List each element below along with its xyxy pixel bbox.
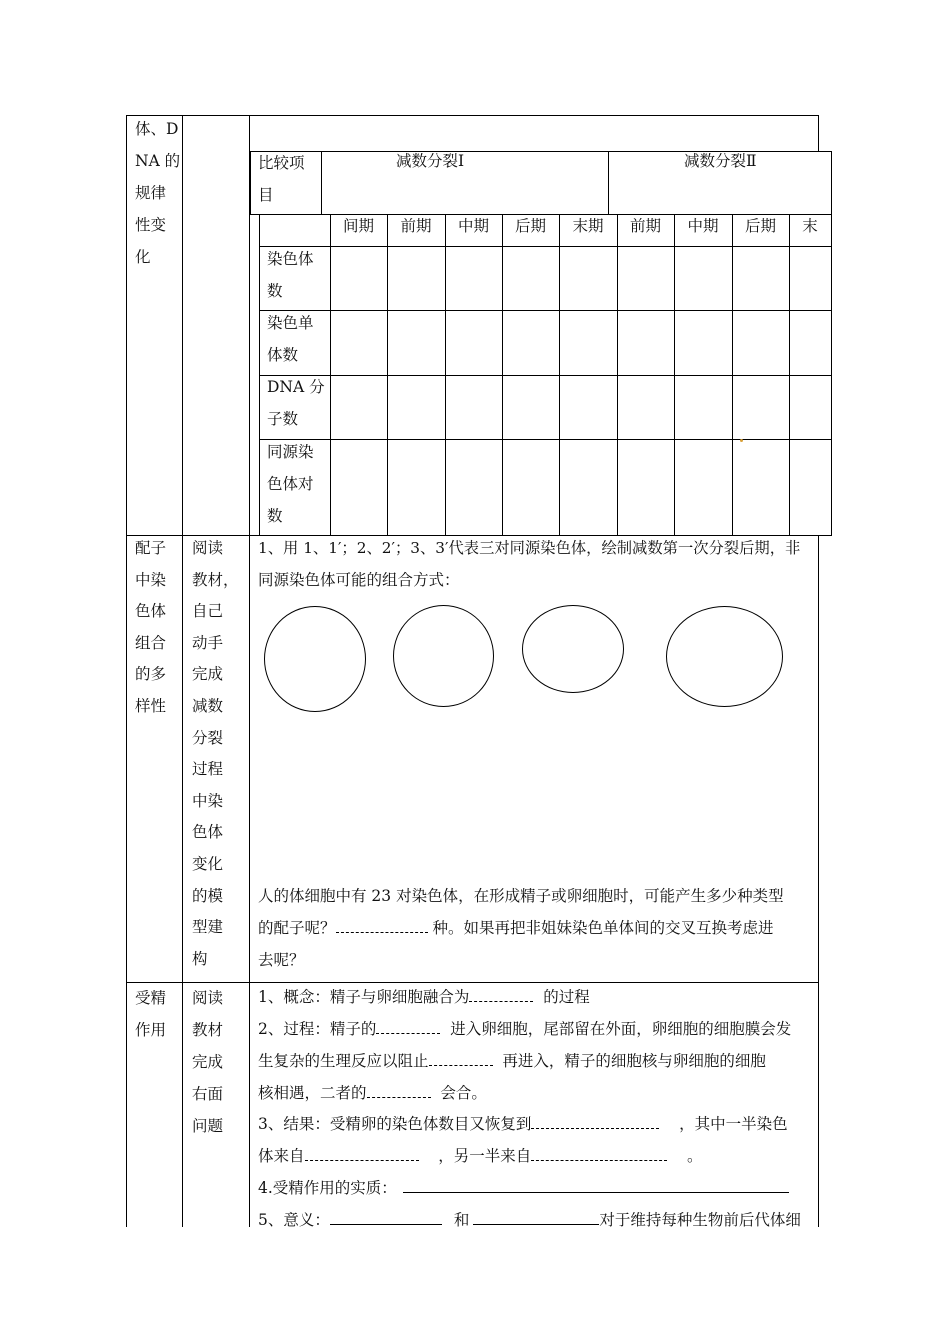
outer-top-border — [126, 115, 819, 116]
outer-left-border — [126, 115, 127, 1227]
blank-sperm-part[interactable] — [376, 1016, 440, 1034]
section2-method: 阅读 教材， 自己 动手 完成 减数 分裂 过程 中染 色体 变化 的模 型建 构 — [192, 539, 239, 968]
question-1-line-2: 同源染色体可能的组合方式： — [258, 571, 460, 589]
fertilization-result-1: 3、结果：受精卵的染色体数目又恢复到 ，其中一半染色 — [258, 1109, 788, 1141]
phase-header: 间期 — [342, 217, 374, 235]
question-2-line-3: 去呢？ — [258, 951, 305, 969]
phase-header: 末期 — [572, 217, 604, 235]
phase-header: 中期 — [687, 217, 719, 235]
meiosis-2-header: 减数分裂Ⅱ — [684, 152, 757, 170]
col2-divider — [249, 115, 250, 1227]
blank-half-from-1[interactable] — [305, 1143, 419, 1161]
section3-label: 受精 作用 — [135, 989, 167, 1039]
row-label-chromatid-count: 染色单 体数 — [267, 314, 314, 364]
phase-header: 后期 — [744, 217, 776, 235]
drawing-circle-4[interactable] — [666, 606, 783, 707]
question-2-line-2: 的配子呢？ 种。如果再把非姐妹染色单体间的交叉互换考虑进 — [258, 913, 773, 945]
phase-header: 后期 — [514, 217, 546, 235]
phase-header: 末 — [802, 217, 818, 235]
drawing-circle-3[interactable] — [522, 605, 624, 693]
fertilization-significance: 5、意义： 和 对于维持每种生物前后代体细 — [258, 1205, 801, 1237]
fertilization-essence: 4.受精作用的实质： — [258, 1173, 789, 1205]
question-1-line-1: 1、用 1、1′；2、2′；3、3′代表三对同源染色体，绘制减数第一次分裂后期，非 — [258, 539, 801, 557]
phase-header: 前期 — [400, 217, 432, 235]
fertilization-result-2: 体来自 ，另一半来自 。 — [258, 1141, 702, 1173]
section1-label: 体、D NA 的 规律 性变 化 — [135, 120, 181, 266]
section3-method: 阅读 教材 完成 右面 问题 — [192, 989, 224, 1135]
row-label-dna-count: DNA 分 子数 — [267, 378, 325, 428]
blank-half-from-2[interactable] — [531, 1143, 667, 1161]
row-label-chromosome-count: 染色体 数 — [267, 250, 314, 300]
fertilization-process-3: 核相遇，二者的 会合。 — [258, 1078, 487, 1110]
blank-restore[interactable] — [531, 1111, 659, 1129]
answer-blank-gamete-types[interactable] — [336, 915, 428, 933]
outer-right-border — [818, 535, 819, 1227]
fertilization-process-1: 2、过程：精子的 进入卵细胞，尾部留在外面，卵细胞的细胞膜会发 — [258, 1014, 791, 1046]
blank-significance-1[interactable] — [330, 1207, 442, 1225]
section2-label: 配子 中染 色体 组合 的多 样性 — [135, 539, 167, 715]
blank-fusion[interactable] — [367, 1080, 431, 1098]
question-2-line-1: 人的体细胞中有 23 对染色体，在形成精子或卵细胞时，可能产生多少种类型 — [258, 887, 784, 905]
stray-dot — [740, 439, 743, 442]
drawing-circle-2[interactable] — [393, 605, 494, 707]
compare-item-label: 比较项 目 — [258, 154, 305, 204]
phase-header: 中期 — [457, 217, 489, 235]
col1-divider — [182, 115, 183, 1227]
blank-essence[interactable] — [403, 1175, 789, 1193]
fertilization-concept: 1、概念：精子与卵细胞融合为 的过程 — [258, 982, 590, 1014]
row-label-homologous-pairs: 同源染 色体对 数 — [267, 443, 314, 525]
blank-block[interactable] — [429, 1048, 493, 1066]
blank-significance-2[interactable] — [473, 1207, 599, 1225]
phase-header: 前期 — [629, 217, 661, 235]
blank-concept[interactable] — [469, 984, 533, 1002]
drawing-circle-1[interactable] — [264, 606, 366, 712]
meiosis-1-header: 减数分裂Ⅰ — [396, 152, 465, 170]
fertilization-process-2: 生复杂的生理反应以阻止 再进入，精子的细胞核与卵细胞的细胞 — [258, 1046, 766, 1078]
outer-right-border-top — [818, 115, 819, 151]
